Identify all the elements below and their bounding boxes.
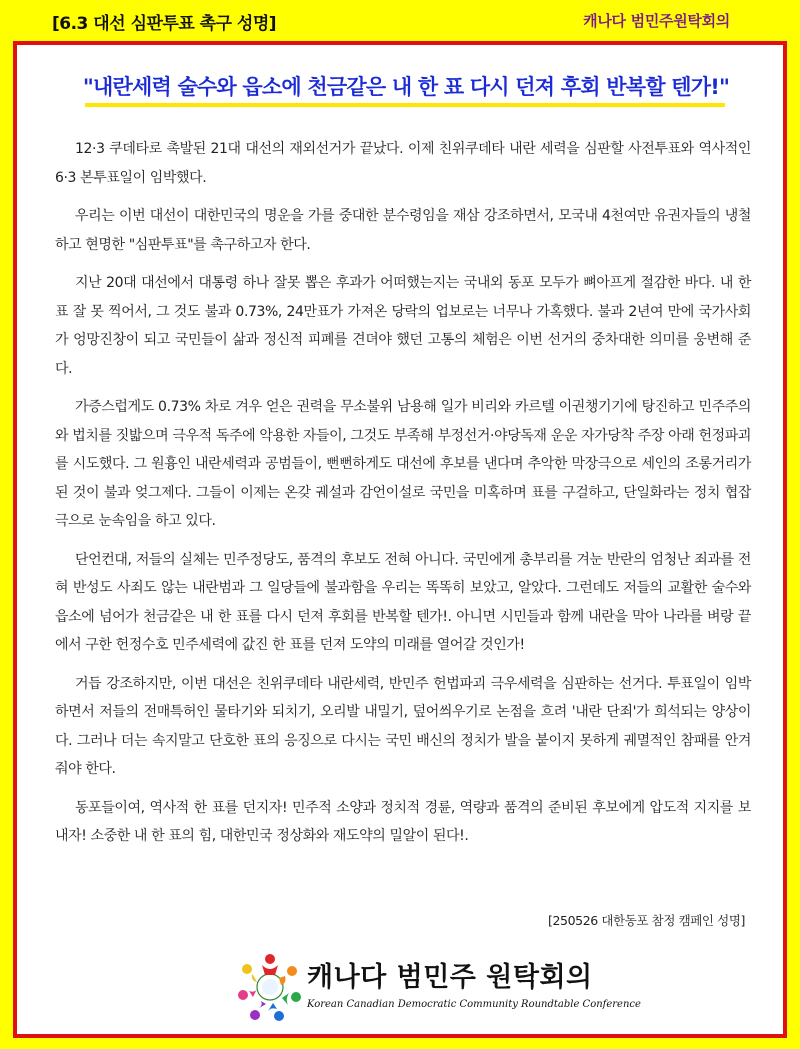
roundtable-logo-icon [235, 951, 305, 1023]
paragraph: 지난 20대 대선에서 대통령 하나 잘못 뽑은 후과가 어떠했는지는 국내외 동포 모두가 뼈아프게 절감한 바다. 내 한 표 잘 못 찍어서, 그 것도 불과 0.73%, 24만표가 가져온 당락의 업보로는 너무나 가혹했다. 불과 2년여 만에 국가사회가 엉망진창이 되고 국민들이 삶과 정신적 피폐를 견뎌야 했던 고통의 체험은 이번 선거의 중차대한 의미를 웅변해 준다. [55, 275, 751, 377]
headline-underline [85, 103, 725, 107]
paragraph: 가증스럽게도 0.73% 차로 겨우 얻은 권력을 무소불위 남용해 일가 비리와 카르텔 이권챙기기에 탕진하고 민주주의와 법치를 짓밟으며 극우적 독주에 악용한 자들이, 그것도 부족해 부정선거·야당독재 운운 자가당착 주장 아래 헌정파괴를 시도했다. 그 원흉인 내란세력과 공범들이, 뻔뻔하게도 대선에 후보를 낸다며 추악한 막장극으로 세인의 조롱거리가 된 것이 불과 엊그제다. 그들이 이제는 온갖 궤설과 감언이설로 국민을 미혹하며 표를 구걸하고, 단일화라는 정치 협잡극으로 눈속임을 하고 있다. [55, 399, 751, 529]
footer-org-name-english: Korean Canadian Democratic Community Roundtable Conference [307, 999, 641, 1010]
top-bar [0, 0, 800, 42]
paragraph: 우리는 이번 대선이 대한민국의 명운을 가를 중대한 분수령임을 재삼 강조하면서, 모국내 4천여만 유권자들의 냉철하고 현명한 "심판투표"를 촉구하고자 한다. [55, 208, 751, 253]
header-org-label: 캐나다 범민주원탁회의 [583, 12, 730, 30]
statement-frame [13, 41, 787, 1038]
statement-body [55, 135, 751, 861]
headline: "내란세력 술수와 읍소에 천금같은 내 한 표 다시 던져 후회 반복할 텐가!" [82, 75, 730, 99]
footer [235, 949, 641, 1029]
headline-container [73, 71, 739, 101]
signature: [250526 대한동포 참정 캠페인 성명] [548, 913, 745, 928]
footer-org-name: 캐나다 범민주 원탁회의 [307, 962, 593, 993]
paragraph: 거듭 강조하지만, 이번 대선은 친위쿠데타 내란세력, 반민주 헌법파괴 극우세력을 심판하는 선거다. 투표일이 임박하면서 저들의 전매특허인 물타기와 되치기, 오리발 내밀기, 덮어씌우기로 논점을 흐려 '내란 단죄'가 희석되는 양상이다. 그러나 더는 속지말고 단호한 표의 응징으로 다시는 국민 배신의 정치가 발을 붙이지 못하게 궤멸적인 참패를 안겨줘야 한다. [55, 675, 751, 777]
paragraph: 단언컨대, 저들의 실체는 민주정당도, 품격의 후보도 전혀 아니다. 국민에게 총부리를 겨눈 반란의 엄청난 죄과를 전혀 반성도 사죄도 않는 내란범과 그 일당들에 불과함을 우리는 똑똑히 보았고, 알았다. 그런데도 저들의 교활한 술수와 읍소에 넘어가 천금같은 내 한 표를 다시 던져 후회를 반복할 텐가!. 아니면 시민들과 함께 내란을 막아 나라를 벼랑 끝에서 구한 헌정수호 민주세력에 값진 한 표를 던져 도약의 미래를 열어갈 것인가! [55, 551, 751, 653]
document-label: [6.3 대선 심판투표 촉구 성명] [52, 14, 277, 34]
paragraph: 12·3 쿠데타로 촉발된 21대 대선의 재외선거가 끝났다. 이제 친위쿠데타 내란 세력을 심판할 사전투표와 역사적인 6·3 본투표일이 임박했다. [55, 141, 751, 186]
paragraph: 동포들이여, 역사적 한 표를 던지자! 민주적 소양과 정치적 경륜, 역량과 품격의 준비된 후보에게 압도적 지지를 보내자! 소중한 내 한 표의 힘, 대한민국 정상화와 재도약의 밀알이 된다!. [55, 799, 751, 844]
